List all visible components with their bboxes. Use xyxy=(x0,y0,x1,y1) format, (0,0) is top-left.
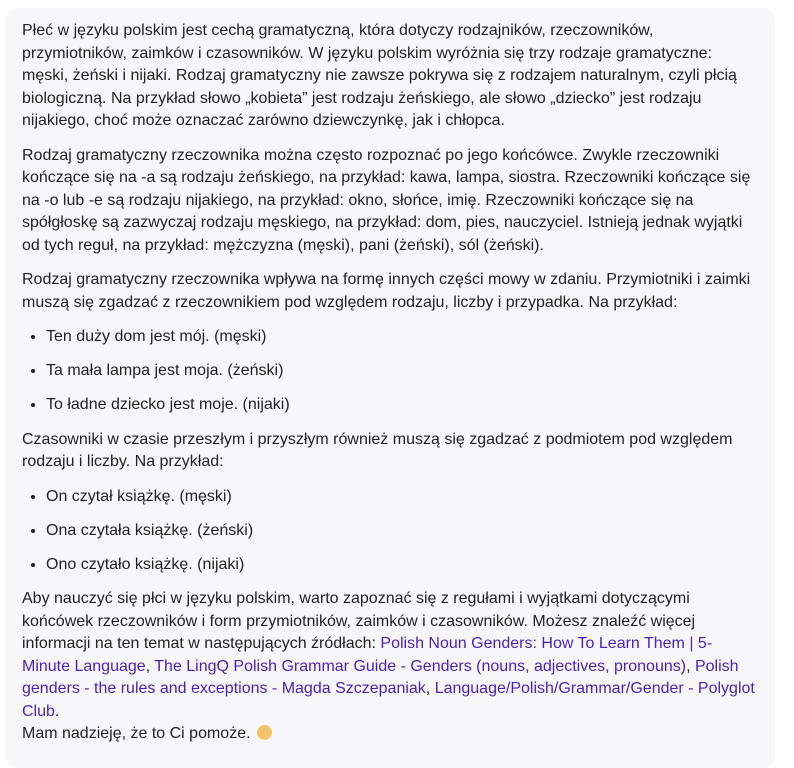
list-item: • Ona czytała książkę. (żeński) xyxy=(46,520,759,543)
adjective-examples-list xyxy=(22,326,759,417)
list-item: • Ono czytało książkę. (nijaki) xyxy=(46,554,759,577)
list-item: • Ta mała lampa jest moja. (żeński) xyxy=(46,360,759,383)
paragraph-sources: Aby nauczyć się płci w języku polskim, warto zapoznać się z regułami i wyjątkami dotyczącymi końcówek rzeczowników i form przymiotników, zaimków i czasowników. Możesz znaleźć więcej informacji na ten temat w następujących źródłach: Polish Noun Genders: How To Learn Them | 5-Minute Language, The LingQ Polish Grammar Guide - Genders (nouns, adjectives, pronouns), Polish genders - the rules and exceptions - Magda Szczepaniak, Language/Polish/Grammar/Gender - Polyglot Club. Mam nadzieję, że to Ci pomoże. xyxy=(22,590,755,742)
closing-text: Mam nadzieję, że to Ci pomoże. xyxy=(22,725,251,742)
list-item: • To ładne dziecko jest moje. (nijaki) xyxy=(46,394,759,417)
paragraph-agreement: Rodzaj gramatyczny rzeczownika wpływa na formę innych części mowy w zdaniu. Przymiotniki i zaimki muszą się zgadzać z rzeczownikiem pod względem rodzaju, liczby i przypadka. Na przykład: xyxy=(22,271,751,311)
source-link-polyglot-club[interactable]: Language/Polish/Grammar/Gender - Polyglot Club xyxy=(22,680,755,720)
paragraph-verbs: Czasowniki w czasie przeszłym i przyszłym również muszą się zgadzać z podmiotem pod względem rodzaju i liczby. Na przykład: xyxy=(22,430,733,470)
verb-examples-list xyxy=(22,486,759,577)
source-link-magda-szczepaniak[interactable]: Polish genders - the rules and exceptions - Magda Szczepaniak xyxy=(22,657,739,697)
smiling-face-icon xyxy=(257,725,272,740)
sources-intro-text: Aby nauczyć się płci w języku polskim, warto zapoznać się z regułami i wyjątkami dotyczącymi końcówek rzeczowników i form przymiotników, zaimków i czasowników. Możesz znaleźć więcej informacji na ten temat w następujących źródłach: xyxy=(22,590,696,652)
paragraph-intro: Płeć w języku polskim jest cechą gramatyczną, która dotyczy rodzajników, rzeczowników, przymiotników, zaimków i czasowników. W języku polskim wyróżnia się trzy rodzaje gramatyczne: męski, żeński i nijaki. Rodzaj gramatyczny nie zawsze pokrywa się z rodzajem naturalnym, czyli płcią biologiczną. Na przykład słowo „kobieta” jest rodzaju żeńskiego, ale słowo „dziecko” jest rodzaju nijakiego, choć może oznaczać zarówno dziewczynkę, jak i chłopca. xyxy=(22,22,737,129)
paragraph-endings: Rodzaj gramatyczny rzeczownika można często rozpoznać po jego końcówce. Zwykle rzeczowniki kończące się na -a są rodzaju żeńskiego, na przykład: kawa, lampa, siostra. Rzeczowniki kończące się na -o lub -e są rodzaju nijakiego, na przykład: okno, słońce, imię. Rzeczowniki kończące się na spółgłoskę są zazwyczaj rodzaju męskiego, na przykład: dom, pies, nauczyciel. Istnieją jednak wyjątki od tych reguł, na przykład: mężczyzna (męski), pani (żeński), sól (żeński). xyxy=(22,146,751,254)
source-link-lingq[interactable]: The LingQ Polish Grammar Guide - Genders (nouns, adjectives, pronouns) xyxy=(154,657,687,675)
chat-message-card xyxy=(6,8,775,768)
list-item: • Ten duży dom jest mój. (męski) xyxy=(46,326,759,349)
source-link-5-minute-language[interactable]: Polish Noun Genders: How To Learn Them | 5-Minute Language xyxy=(22,635,713,675)
list-item: • On czytał książkę. (męski) xyxy=(46,486,759,509)
